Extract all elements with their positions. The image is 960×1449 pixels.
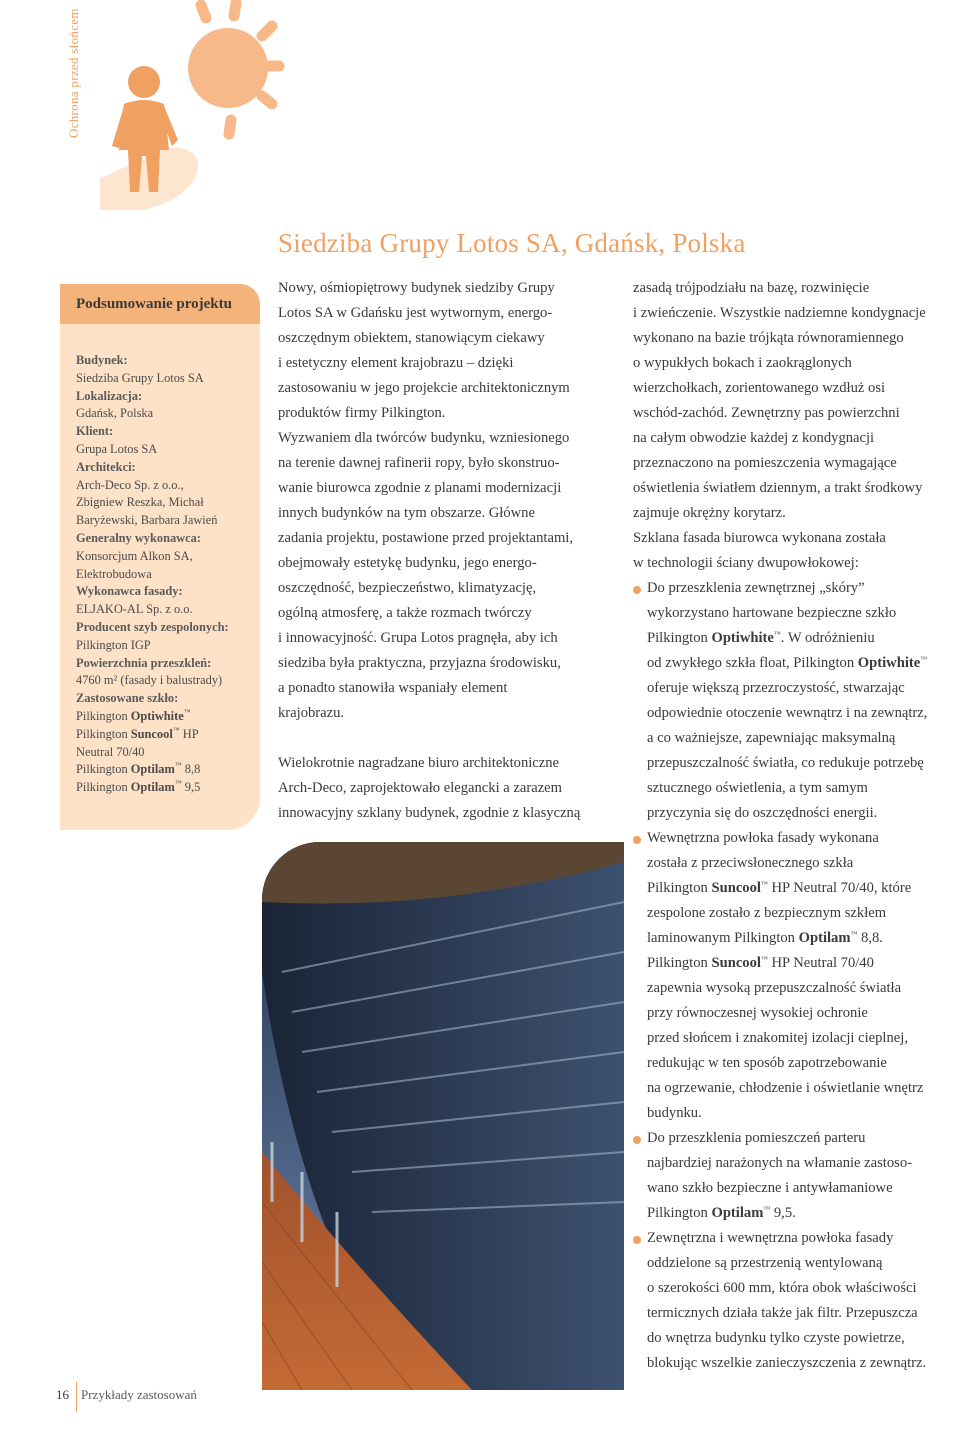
footer-divider [76,1382,77,1412]
text-line: wierzchołkach, zorientowanego wzdłuż osi [633,380,886,396]
sun-person-illustration [86,0,286,215]
summary-label: Budynek: [76,353,128,367]
sun-icon [188,3,279,134]
summary-value: 4760 m² (fasady i balustrady) [76,673,223,688]
glass-line-optiwhite: Pilkington Optiwhite™ [76,707,191,723]
text-line: na terenie dawnej rafinerii ropy, było skonstruo- [278,455,560,471]
page-number: 16 [56,1387,69,1402]
footer-section-label: Przykłady zastosowań [81,1387,197,1402]
text-line: produktów firmy Pilkington. [278,405,446,421]
bullet-item-ventilation: Zewnętrzna i wewnętrzna powłoka fasady oddzielone są przestrzenią wentylowaną o szerokości 600 mm, która obok właściwości termicznych działa także jak filtr. Przepuszcza do wnętrza budynku tylko czyste powietrze, blokując wszelkie zanieczyszczenia z zewnątrz. [633,1226,958,1376]
summary-title: Podsumowanie projektu [76,296,232,312]
summary-value: Pilkington IGP [76,637,151,652]
text-line: o wypukłych bokach i zaokrąglonych [633,355,852,371]
text-line: oszczędnym obiektem, stanowiącym ciekawy [278,330,545,346]
text-line: wanie biurowca zgodnie z planami modernizacji [278,480,562,496]
text-line: a ponadto stanowiła wspaniały element [278,680,508,696]
summary-value: Arch-Deco Sp. z o.o., [76,477,184,492]
summary-value: Konsorcjum Alkon SA, [76,548,193,563]
summary-label: Klient: [76,424,114,439]
text-line: Wyzwaniem dla twórców budynku, wzniesionego [278,430,570,446]
summary-label: Architekci: [76,459,136,474]
summary-value: Elektrobudowa [76,566,152,581]
text-line: ogólną atmosferę, a także rozmach twórczy [278,605,532,621]
summary-label: Powierzchnia przeszkleń: [76,655,212,670]
bullet-dot-icon [633,1236,641,1244]
summary-list [76,352,256,797]
text-line: wykonano na bazie trójkąta równoramiennego [633,330,904,346]
project-summary-box [60,284,260,830]
text-line: i estetyczny element krajobrazu – dzięki [278,355,514,371]
text-line: wschód-zachód. Zewnętrzny pas powierzchni [633,405,900,421]
summary-value: Gdańsk, Polska [76,406,154,421]
summary-label: Zastosowane szkło: [76,691,179,706]
text-line: obejmowały estetykę budynku, jego energo- [278,555,537,571]
text-line: i zwieńczenie. Wszystkie nadziemne kondygnacje [633,305,926,321]
summary-value: ELJAKO-AL Sp. z o.o. [76,602,193,617]
text-line: Szklana fasada biurowca wykonana została [633,530,886,546]
text-line: zadania projektu, postawione przed projektantami, [278,530,574,546]
text-line: Wielokrotnie nagradzane biuro architektoniczne [278,755,560,771]
summary-header [60,284,260,324]
bullet-item-outer-skin: Do przeszklenia zewnętrznej „skóry” wykorzystano hartowane bezpieczne szkło Pilkington Optiwhite™. W odróżnieniu od zwykłego szkła float, Pilkington Optiwhite™ oferuje większą przezroczystość, stwarzając odpowiednie otoczenie wewnątrz i na zewnątrz, a co ważniejsze, zapewniając maksymalną przepuszczalność światła, co redukuje potrzebę sztucznego oświetlenia, a tym samym przyczynia się do oszczędności energii. [633,576,958,826]
text-line: siedziba była praktyczna, przyjazna środowisku, [278,655,561,671]
text-column-1 [278,276,618,826]
text-line: Nowy, ośmiopiętrowy budynek siedziby Grupy [278,280,555,296]
side-label-text: Ochrona przed słońcem [66,8,81,138]
summary-label: Wykonawca fasady: [76,584,183,599]
text-line: na całym obwodzie każdej z kondygnacji [633,430,875,446]
side-label [66,8,88,138]
bullet-dot-icon [633,1136,641,1144]
text-line: oszczędność, bezpieczeństwo, klimatyzację, [278,580,537,596]
summary-label: Lokalizacja: [76,388,143,403]
glass-line-optilam-88: Pilkington Optilam™ 8,8 [76,761,201,777]
summary-label: Producent szyb zespolonych: [76,619,229,634]
building-photo [262,842,624,1390]
text-line: zajmuje okrężny korytarz. [633,505,786,521]
bullet-item-inner-skin: Wewnętrzna powłoka fasady wykonana została z przeciwsłonecznego szkła Pilkington Suncool™ HP Neutral 70/40, które zespolone zostało z bezpiecznym szkłem laminowanym Pilkington Optilam™ 8,8. Pilkington Suncool™ HP Neutral 70/40 zapewnia wysoką przepuszczalność światła przy równoczesnej wysokiej ochronie przed słońcem i znakomitej izolacji cieplnej, redukując w ten sposób zapotrzebowanie na ogrzewanie, chłodzenie i oświetlanie wnętrz budynku. [633,826,958,1126]
text-line: innych budynków na tym obszarze. Główne [278,505,535,521]
text-column-2 [633,276,958,1376]
text-line: zastosowaniu w jego projekcie architektonicznym [278,380,570,396]
glass-line-optilam-95: Pilkington Optilam™ 9,5 [76,779,201,795]
page-title: Siedziba Grupy Lotos SA, Gdańsk, Polska [278,228,746,258]
text-line: innowacyjny szklany budynek, zgodnie z klasyczną [278,805,581,821]
text-line: zasadą trójpodziału na bazę, rozwinięcie [633,280,870,296]
text-line: i innowacyjność. Grupa Lotos pragnęła, aby ich [278,630,558,646]
glass-line-neutral: Neutral 70/40 [76,744,145,759]
summary-label: Generalny wykonawca: [76,530,201,545]
summary-value: Siedziba Grupy Lotos SA [76,370,204,385]
photo-illustration [262,842,624,1390]
text-line: krajobrazu. [278,705,345,721]
bullet-dot-icon [633,586,641,594]
text-line: w technologii ściany dwupowłokowej: [633,555,859,571]
summary-value: Zbigniew Reszka, Michał [76,495,204,510]
bullet-item-ground-floor: Do przeszklenia pomieszczeń parteru najbardziej narażonych na włamanie zastoso- wano szkło bezpieczne i antywłamaniowe Pilkington Optilam™ 9,5. [633,1126,958,1226]
glass-line-suncool: Pilkington Suncool™ HP [76,725,199,741]
text-line: Arch-Deco, zaprojektowało elegancki a zarazem [278,780,563,796]
summary-value: Grupa Lotos SA [76,441,158,456]
bullet-dot-icon [633,836,641,844]
text-line: przeznaczono na pomieszczenia wymagające [633,455,897,471]
text-line: Lotos SA w Gdańsku jest wytwornym, energo- [278,305,553,321]
text-line: oświetlenia światłem dziennym, a trakt środkowy [633,480,923,496]
summary-value: Baryżewski, Barbara Jawień [76,513,218,528]
